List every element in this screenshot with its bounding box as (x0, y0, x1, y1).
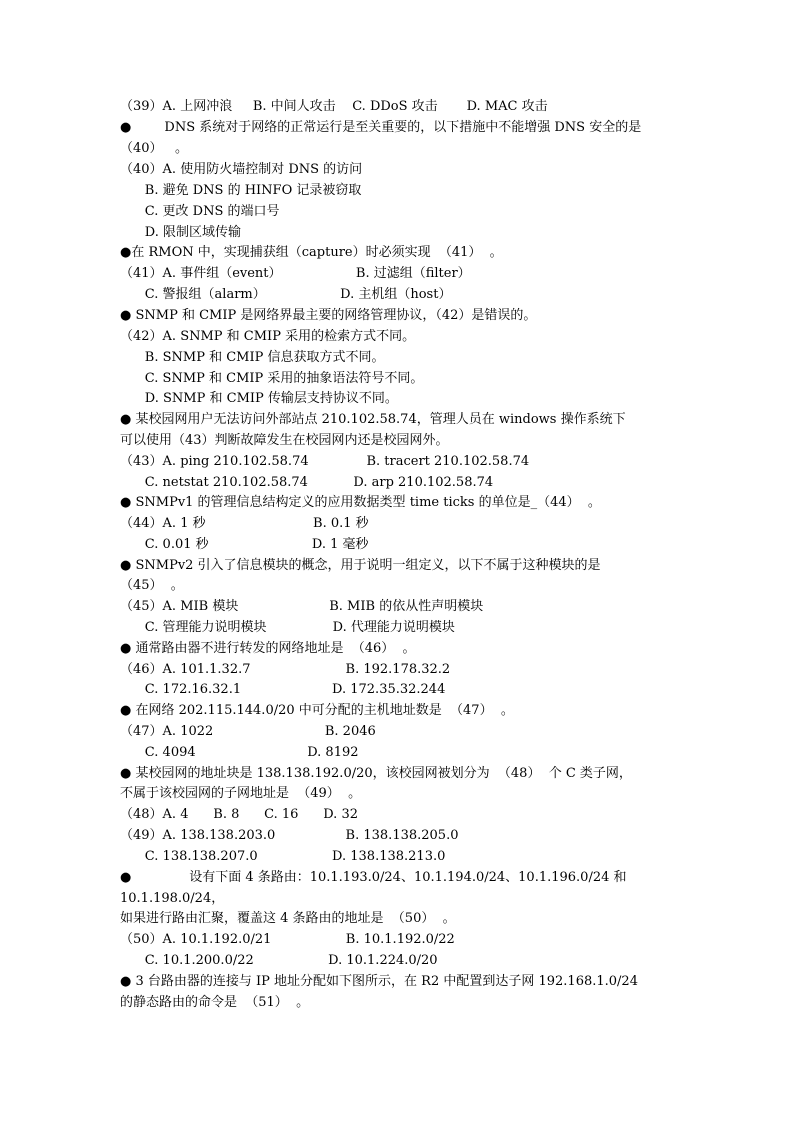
q42-option-d: D. SNMP 和 CMIP 传输层支持协议不同。 (120, 391, 398, 406)
q43-options-cd: C. netstat 210.102.58.74 D. arp 210.102.58.74 (120, 475, 494, 490)
q40-stem-cont: （40） 。 (120, 141, 188, 156)
q39-options: （39）A. 上网冲浪 B. 中间人攻击 C. DDoS 攻击 D. MAC 攻击 (120, 99, 548, 114)
q41-options-cd: C. 警报组（alarm） D. 主机组（host） (120, 287, 452, 302)
q40-option-a: （40）A. 使用防火墙控制对 DNS 的访问 (120, 162, 363, 177)
q40-stem: ● DNS 系统对于网络的正常运行是至关重要的，以下措施中不能增强 DNS 安全的是 (120, 120, 642, 135)
q50-stem-cont: 10.1.198.0/24， (120, 891, 225, 906)
q40-option-c: C. 更改 DNS 的端口号 (120, 204, 280, 219)
q42-stem: ● SNMP 和 CMIP 是网络界最主要的网络管理协议，（42）是错误的。 (120, 308, 537, 323)
q44-options-ab: （44）A. 1 秒 B. 0.1 秒 (120, 516, 369, 531)
q50-stem-cont2: 如果进行路由汇聚，覆盖这 4 条路由的地址是 （50） 。 (120, 911, 456, 926)
q50-stem: ● 设有下面 4 条路由：10.1.193.0/24、10.1.194.0/24、10.1.196.0/24 和 (120, 870, 627, 885)
q47-options-ab: （47）A. 1022 B. 2046 (120, 724, 376, 739)
q44-options-cd: C. 0.01 秒 D. 1 毫秒 (120, 537, 369, 552)
q40-option-b: B. 避免 DNS 的 HINFO 记录被窃取 (120, 183, 362, 198)
q40-option-d: D. 限制区域传输 (120, 225, 242, 240)
q41-stem: ●在 RMON 中，实现捕获组（capture）时必须实现 （41） 。 (120, 245, 503, 260)
q42-option-b: B. SNMP 和 CMIP 信息获取方式不同。 (120, 350, 385, 365)
q41-options-ab: （41）A. 事件组（event） B. 过滤组（filter） (120, 266, 471, 281)
q49-options-cd: C. 138.138.207.0 D. 138.138.213.0 (120, 849, 446, 864)
q51-stem-cont: 的静态路由的命令是 （51） 。 (120, 995, 310, 1010)
q46-options-cd: C. 172.16.32.1 D. 172.35.32.244 (120, 682, 446, 697)
q51-stem: ● 3 台路由器的连接与 IP 地址分配如下图所示，在 R2 中配置到达子网 192.168.1.0/24 (120, 974, 638, 989)
q50-options-ab: （50）A. 10.1.192.0/21 B. 10.1.192.0/22 (120, 932, 455, 947)
q43-stem: ● 某校园网用户无法访问外部站点 210.102.58.74，管理人员在 windows 操作系统下 (120, 412, 626, 427)
q43-options-ab: （43）A. ping 210.102.58.74 B. tracert 210.102.58.74 (120, 454, 530, 469)
q46-options-ab: （46）A. 101.1.32.7 B. 192.178.32.2 (120, 662, 451, 677)
q45-options-cd: C. 管理能力说明模块 D. 代理能力说明模块 (120, 620, 455, 635)
q45-options-ab: （45）A. MIB 模块 B. MIB 的依从性声明模块 (120, 599, 484, 614)
q45-stem: ● SNMPv2 引入了信息模块的概念，用于说明一组定义，以下不属于这种模块的是 (120, 558, 601, 573)
q45-stem-cont: （45） 。 (120, 578, 184, 593)
q46-stem: ● 通常路由器不进行转发的网络地址是 （46） 。 (120, 641, 416, 656)
q43-stem-cont: 可以使用（43）判断故障发生在校园网内还是校园网外。 (120, 433, 449, 448)
q49-options-ab: （49）A. 138.138.203.0 B. 138.138.205.0 (120, 828, 459, 843)
q48-49-stem: ● 某校园网的地址块是 138.138.192.0/20，该校园网被划分为 （48） 个 C 类子网， (120, 766, 632, 781)
q42-option-a: （42）A. SNMP 和 CMIP 采用的检索方式不同。 (120, 329, 416, 344)
q48-options: （48）A. 4 B. 8 C. 16 D. 32 (120, 807, 358, 822)
q50-options-cd: C. 10.1.200.0/22 D. 10.1.224.0/20 (120, 953, 438, 968)
q48-49-stem-cont: 不属于该校园网的子网地址是 （49） 。 (120, 786, 362, 801)
q47-stem: ● 在网络 202.115.144.0/20 中可分配的主机地址数是 （47） 。 (120, 703, 514, 718)
q44-stem: ● SNMPv1 的管理信息结构定义的应用数据类型 time ticks 的单位是_（44） 。 (120, 495, 601, 510)
q47-options-cd: C. 4094 D. 8192 (120, 745, 359, 760)
q42-option-c: C. SNMP 和 CMIP 采用的抽象语法符号不同。 (120, 371, 424, 386)
